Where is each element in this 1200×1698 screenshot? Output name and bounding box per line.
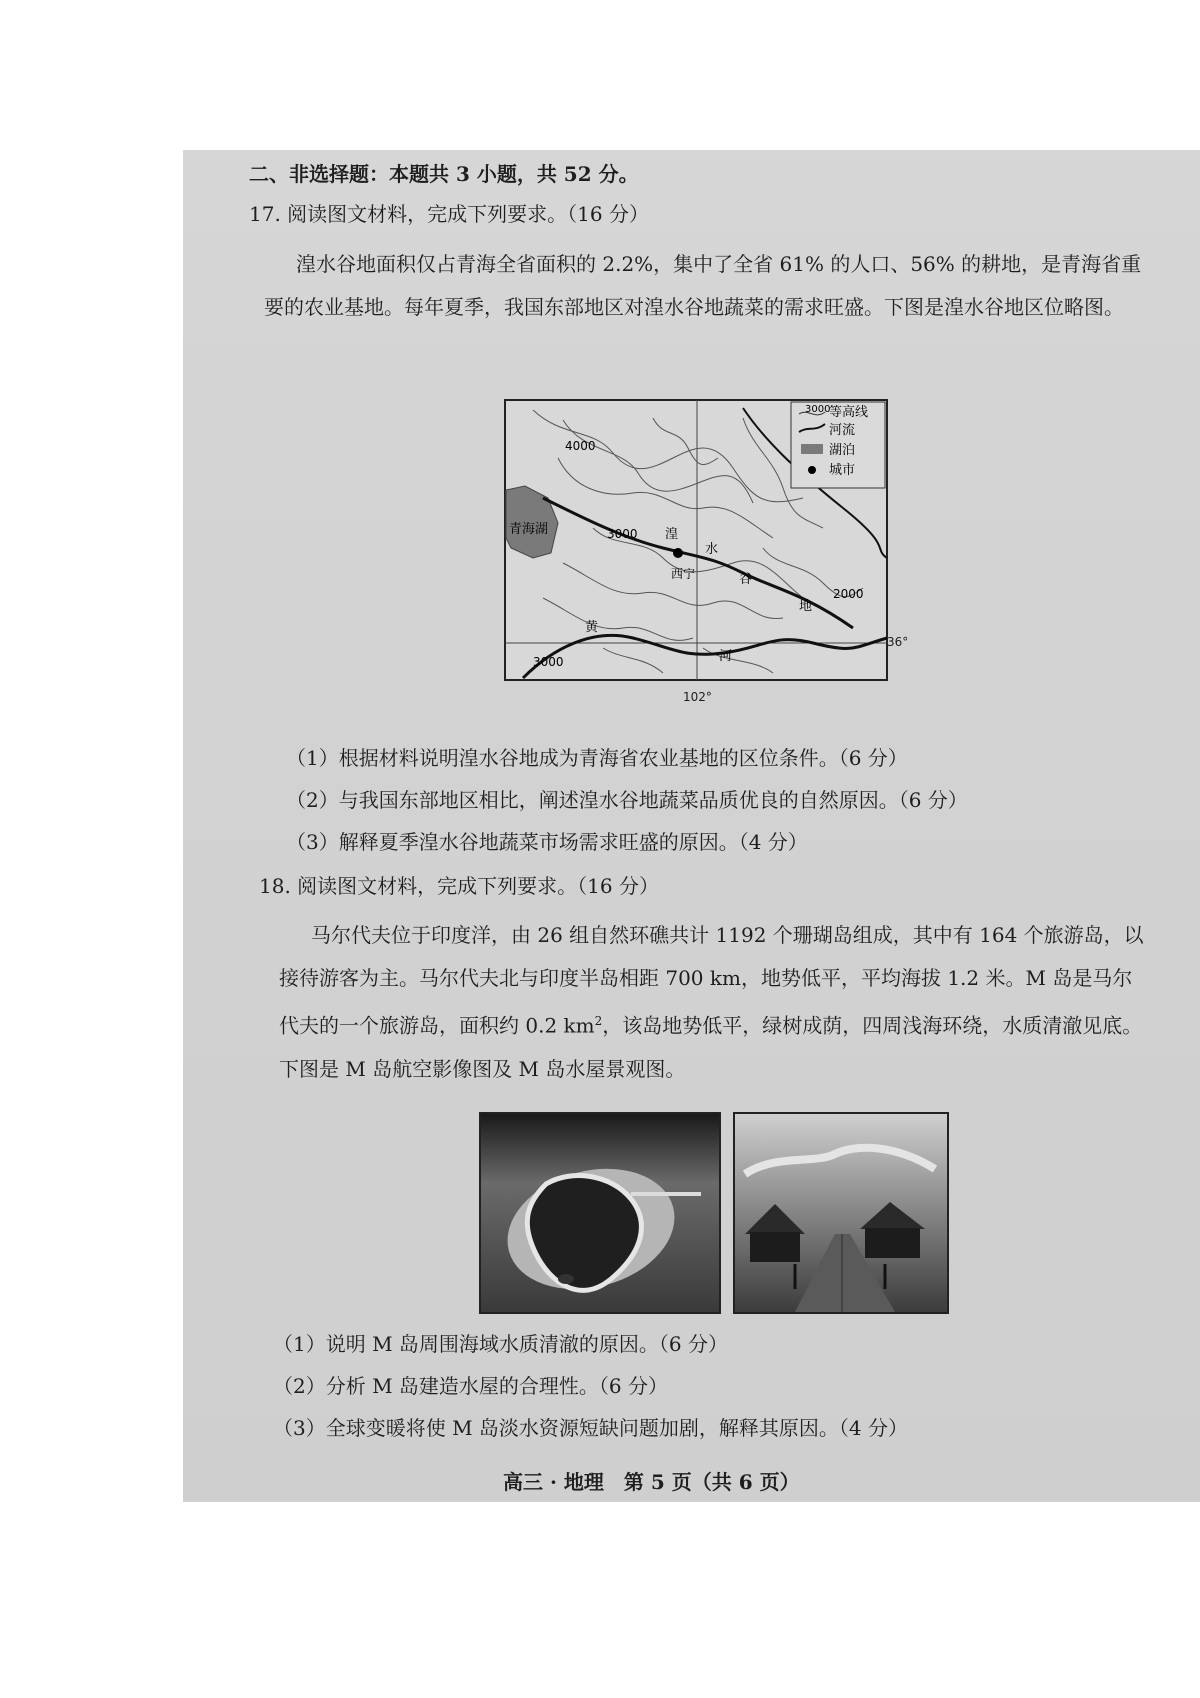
q18-paragraph <box>279 914 1149 1091</box>
q17-question-2: （2）与我国东部地区相比，阐述湟水谷地蔬菜品质优良的自然原因。（6 分） <box>286 788 968 812</box>
valley-char-4: 地 <box>799 599 813 614</box>
q18-question-1: （1）说明 M 岛周围海域水质清澈的原因。（6 分） <box>273 1332 728 1356</box>
valley-char-2: 水 <box>705 542 719 557</box>
valley-char-1: 湟 <box>665 527 679 542</box>
legend-label-contour: 等高线 <box>829 405 869 420</box>
q18-question-3: （3）全球变暖将使 M 岛淡水资源短缺问题加剧，解释其原因。（4 分） <box>273 1416 908 1440</box>
q18-question-2: （2）分析 M 岛建造水屋的合理性。（6 分） <box>273 1374 668 1398</box>
q18-title: 18. 阅读图文材料，完成下列要求。（16 分） <box>259 874 659 898</box>
yellow-river-char-1: 黄 <box>585 620 599 635</box>
contour-label-2000: 2000 <box>833 587 864 601</box>
q18-paragraph-part1: 马尔代夫位于印度洋，由 26 组自然环礁共计 1192 个珊瑚岛组成，其中有 164 个旅游岛，以接待游客为主。马尔代夫北与印度半岛相距 700 km，地势低平，平均海拔 1.2 米。M 岛是马尔代夫的一个旅游岛，面积约 0.2 km <box>279 923 1144 1038</box>
section-heading: 二、非选择题：本题共 3 小题，共 52 分。 <box>249 162 639 186</box>
area-unit-superscript: 2 <box>594 1014 603 1028</box>
latitude-label: 36° <box>887 635 909 649</box>
legend-contour-value: 3000 <box>805 404 831 415</box>
q17-paragraph: 湟水谷地面积仅占青海全省面积的 2.2%，集中了全省 61% 的人口、56% 的耕地，是青海省重要的农业基地。每年夏季，我国东部地区对湟水谷地蔬菜的需求旺盛。下图是湟水谷地区位略图。 <box>264 252 1142 319</box>
contour-label-3000-north: 3000 <box>607 527 638 541</box>
contour-label-4000: 4000 <box>565 439 596 453</box>
huangshui-map <box>503 398 909 710</box>
legend-label-river: 河流 <box>829 423 856 438</box>
xining-city-dot <box>673 548 683 558</box>
q18-paragraph-part2: ，该岛地势低平，绿树成荫，四周浅海环绕，水质清澈见底。下图是 M 岛航空影像图及 M 岛水屋景观图。 <box>279 1013 1143 1081</box>
legend-label-lake: 湖泊 <box>829 443 856 458</box>
legend-lake-symbol <box>801 444 823 454</box>
longitude-label: 102° <box>683 690 712 704</box>
page-footer: 高三 · 地理 第 5 页（共 6 页） <box>503 1470 800 1494</box>
m-island-aerial-photo <box>479 1112 721 1314</box>
contour-label-3000-south: 3000 <box>533 655 564 669</box>
m-island-water-villa-photo <box>733 1112 949 1314</box>
legend-city-symbol <box>808 466 816 474</box>
yellow-river-char-2: 河 <box>719 649 733 664</box>
city-label: 西宁 <box>671 567 696 581</box>
q17-question-1: （1）根据材料说明湟水谷地成为青海省农业基地的区位条件。（6 分） <box>286 746 908 770</box>
exam-page <box>183 150 1200 1502</box>
lake-label: 青海湖 <box>509 522 549 537</box>
legend-label-city: 城市 <box>829 463 856 478</box>
q17-question-3: （3）解释夏季湟水谷地蔬菜市场需求旺盛的原因。（4 分） <box>286 830 808 854</box>
valley-char-3: 谷 <box>739 572 753 587</box>
q17-title: 17. 阅读图文材料，完成下列要求。（16 分） <box>249 202 649 226</box>
